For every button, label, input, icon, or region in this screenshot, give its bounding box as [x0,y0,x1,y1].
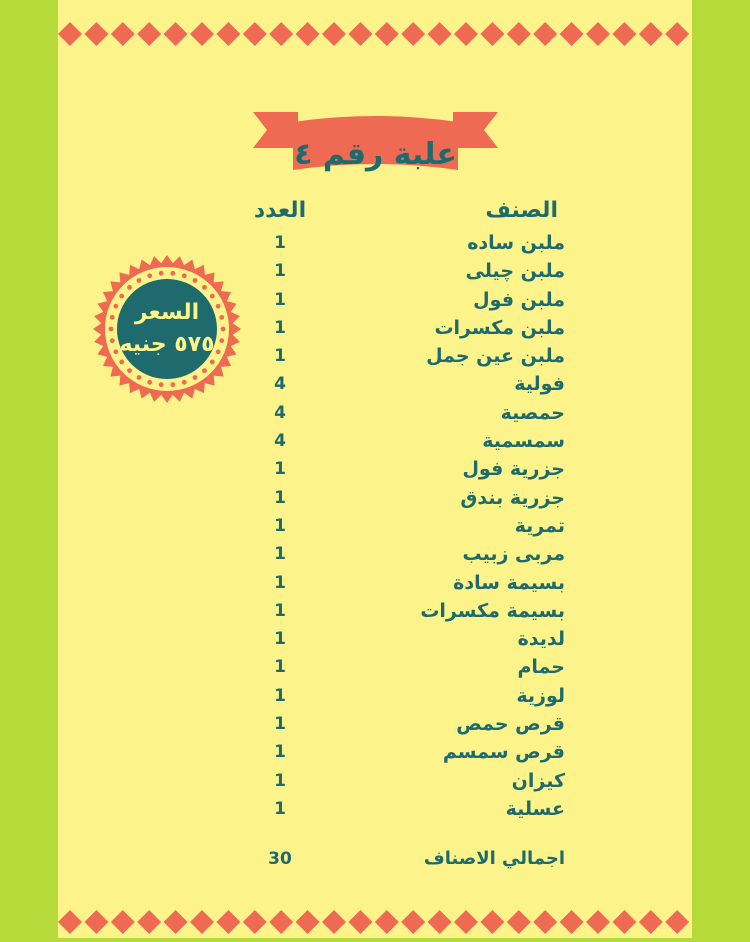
item-quantity: 4 [274,402,286,423]
item-quantity: 1 [274,770,286,791]
diamond-ornament [560,910,584,934]
top-diamond-border [58,14,692,54]
list-item [250,710,565,738]
diamond-ornament [375,910,399,934]
diamond-ornament [507,22,531,46]
item-quantity: 1 [274,629,286,650]
diamond-ornament [480,910,504,934]
diamond-ornament [639,22,663,46]
item-name: جزرية فول [462,458,565,481]
diamond-ornament [401,910,425,934]
item-name: مربى زبيب [462,543,565,566]
item-name: قرص حمص [456,713,565,736]
diamond-ornament [533,22,557,46]
total-label: اجمالي الاصناف [423,848,565,869]
item-quantity: 1 [274,459,286,480]
diamond-ornament [269,910,293,934]
list-item [250,427,565,455]
item-quantity: 1 [274,346,286,367]
diamond-ornament [190,22,214,46]
diamond-ornament [296,910,320,934]
item-name: لوزية [516,684,565,707]
diamond-ornament [216,910,240,934]
item-quantity: 1 [274,317,286,338]
item-name: ملبن فول [473,288,565,311]
item-quantity: 1 [274,544,286,565]
item-quantity: 1 [274,685,286,706]
diamond-ornament [507,910,531,934]
diamond-ornament [454,22,478,46]
list-item [250,286,565,314]
item-quantity: 1 [274,600,286,621]
item-name: قرص سمسم [442,741,565,764]
list-item [250,455,565,483]
item-name: عسلية [505,797,565,820]
diamond-ornament [84,22,108,46]
item-name: سمسمية [482,430,565,453]
diamond-ornament [533,910,557,934]
list-item [250,370,565,398]
list-item [250,540,565,568]
price-value: ٥٧٥ جنيه [119,332,215,357]
item-quantity: 1 [274,233,286,253]
item-quantity: 1 [274,289,286,310]
item-quantity: 4 [274,431,286,452]
diamond-ornament [586,910,610,934]
item-name: جزرية بندق [460,486,565,509]
diamond-ornament [164,22,188,46]
total-row [250,844,565,874]
list-item [250,597,565,625]
list-item [250,257,565,285]
list-item [250,625,565,653]
diamond-ornament [296,22,320,46]
list-item [250,795,565,823]
list-item [250,767,565,795]
item-name: فولية [514,373,565,396]
diamond-ornament [111,22,135,46]
diamond-ornament [243,910,267,934]
diamond-ornament [322,22,346,46]
item-quantity: 1 [274,798,286,819]
diamond-ornament [401,22,425,46]
item-name: بسيمة سادة [453,571,565,594]
list-item [250,569,565,597]
column-header-item: الصنف [485,198,558,223]
diamond-ornament [84,910,108,934]
diamond-ornament [58,910,82,934]
diamond-ornament [612,910,636,934]
item-quantity: 1 [274,261,286,282]
diamond-ornament [137,22,161,46]
item-name: ملبن عين جمل [426,345,565,368]
total-value: 30 [268,849,292,869]
diamond-ornament [137,910,161,934]
item-quantity: 1 [274,657,286,678]
list-item [250,314,565,342]
column-header-quantity: العدد [253,198,307,223]
list-item [250,738,565,766]
diamond-ornament [322,910,346,934]
price-label: السعر [134,300,200,325]
item-quantity: 1 [274,742,286,763]
diamond-ornament [612,22,636,46]
list-item [250,229,565,257]
item-quantity: 1 [274,487,286,508]
diamond-ornament [348,22,372,46]
list-item [250,342,565,370]
diamond-ornament [348,910,372,934]
item-name: تمرية [514,514,565,537]
diamond-ornament [454,910,478,934]
page-title: علبة رقم ٤ [294,136,457,172]
item-name: لديدة [517,628,565,651]
item-name: حمام [517,656,565,679]
diamond-ornament [164,910,188,934]
price-badge-text [92,254,242,404]
diamond-ornament [480,22,504,46]
list-item [250,653,565,681]
item-name: ملبن مكسرات [434,316,565,339]
diamond-ornament [190,910,214,934]
diamond-ornament [216,22,240,46]
list-item [250,399,565,427]
diamond-ornament [375,22,399,46]
diamond-ornament [586,22,610,46]
diamond-ornament [269,22,293,46]
diamond-ornament [639,910,663,934]
list-item [250,512,565,540]
list-item [250,484,565,512]
item-quantity: 1 [274,572,286,593]
item-name: حمصية [500,401,565,424]
item-name: بسيمة مكسرات [420,599,565,622]
item-quantity: 1 [274,515,286,536]
diamond-ornament [560,22,584,46]
diamond-ornament [428,22,452,46]
bottom-diamond-border [58,902,692,942]
list-item [250,682,565,710]
item-name: ملبن ساده [467,232,565,254]
item-name: ملبن چيلى [465,260,565,283]
diamond-ornament [665,22,689,46]
diamond-ornament [665,910,689,934]
items-list [250,229,565,823]
diamond-ornament [111,910,135,934]
diamond-ornament [58,22,82,46]
diamond-ornament [243,22,267,46]
item-quantity: 4 [274,374,286,395]
item-quantity: 1 [274,714,286,735]
item-name: كيزان [511,769,565,792]
menu-card [58,0,692,938]
diamond-ornament [428,910,452,934]
